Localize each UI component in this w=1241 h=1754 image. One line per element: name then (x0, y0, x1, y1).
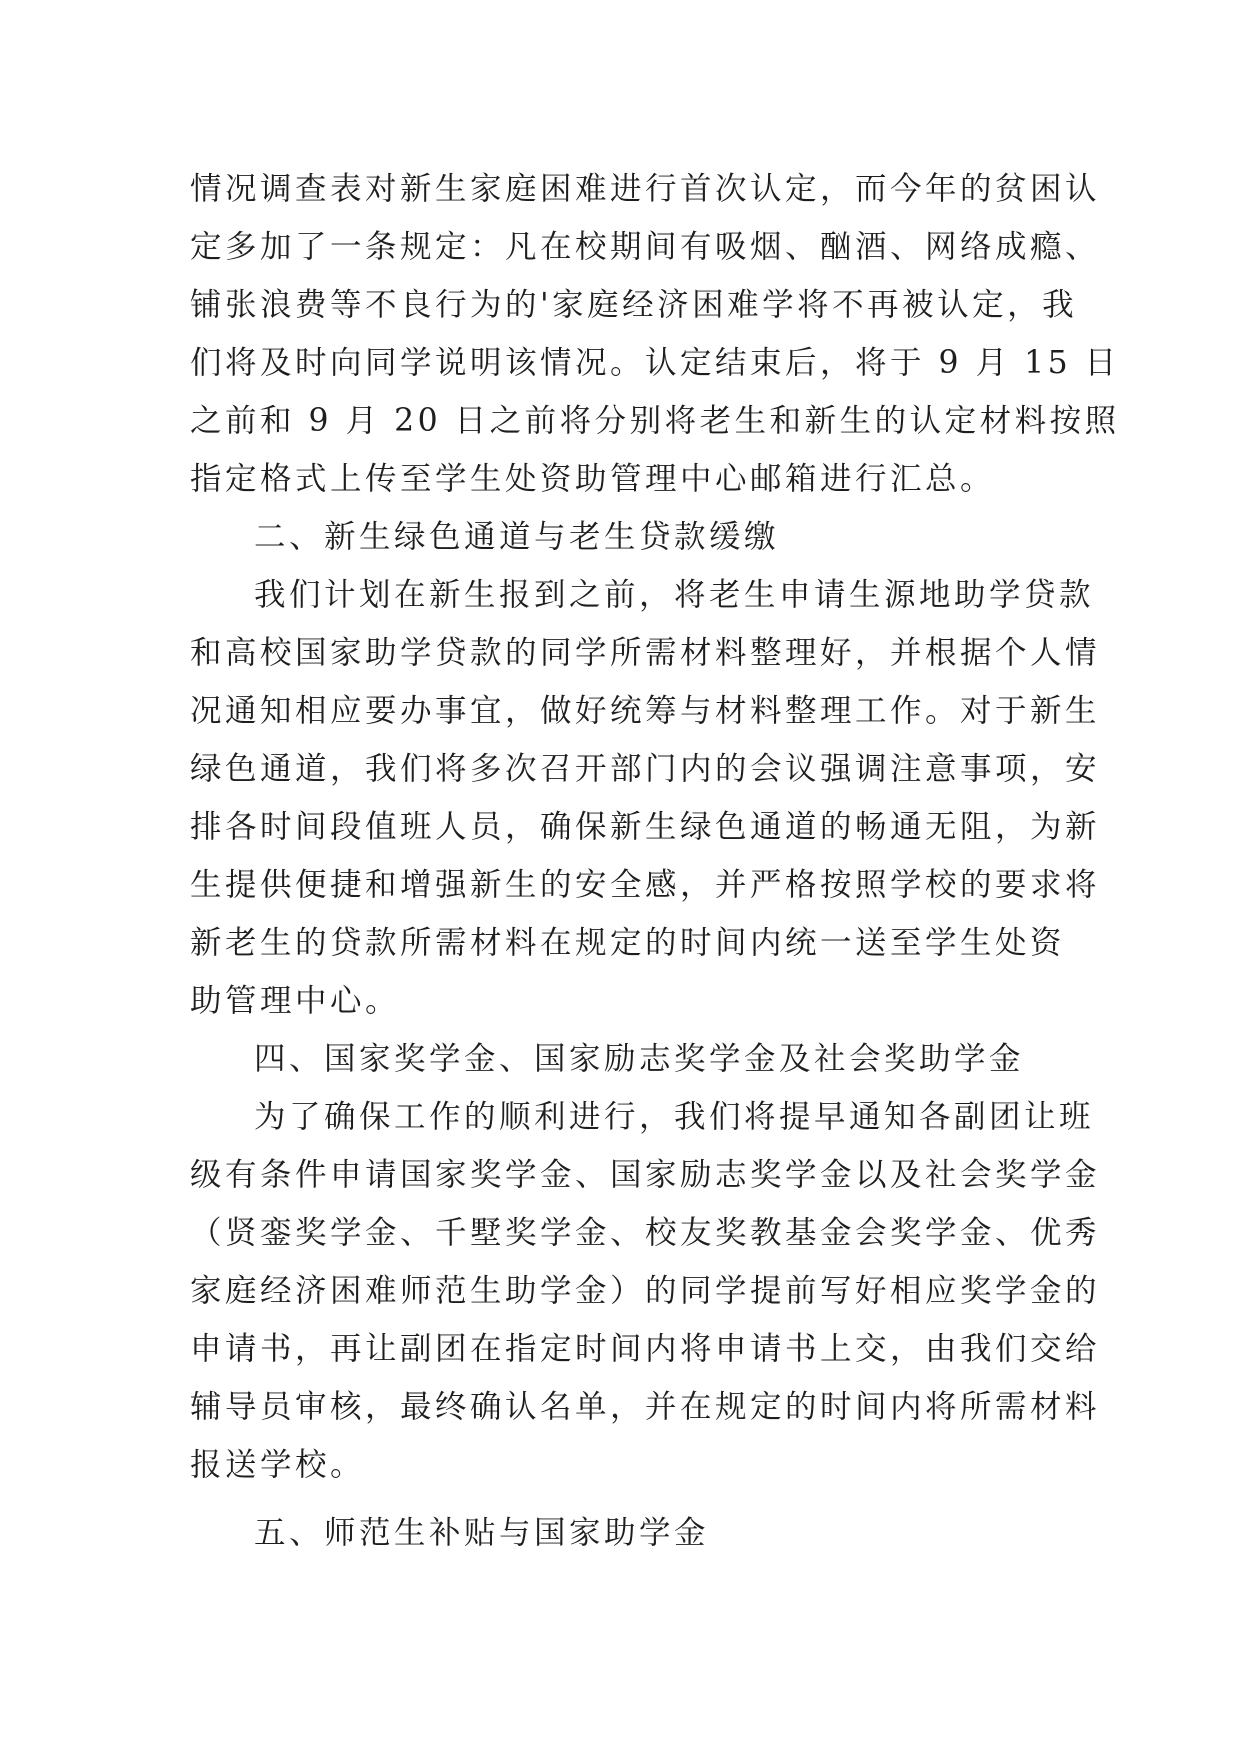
text-line: 排各时间段值班人员，确保新生绿色通道的畅通无阻，为新 (190, 809, 1101, 845)
text-line: 申请书，再让副团在指定时间内将申请书上交，由我们交给 (190, 1331, 1101, 1367)
section-heading: 二、新生绿色通道与老生贷款缓缴 (254, 519, 780, 555)
text-line: 家庭经济困难师范生助学金）的同学提前写好相应奖学金的 (190, 1273, 1101, 1309)
text-line: 铺张浪费等不良行为的'家庭经济困难学将不再被认定，我 (190, 287, 1078, 323)
text-line: 报送学校。 (190, 1447, 366, 1483)
text-line: 级有条件申请国家奖学金、国家励志奖学金以及社会奖学金 (190, 1157, 1101, 1193)
text-line: 之前和 9 月 20 日之前将分别将老生和新生的认定材料按照 (190, 403, 1120, 439)
text-line: 辅导员审核，最终确认名单，并在规定的时间内将所需材料 (190, 1389, 1101, 1425)
text-line: （贤銮奖学金、千墅奖学金、校友奖教基金会奖学金、优秀 (190, 1215, 1101, 1251)
section-heading: 五、师范生补贴与国家助学金 (254, 1515, 710, 1551)
text-line: 和高校国家助学贷款的同学所需材料整理好，并根据个人情 (190, 635, 1101, 671)
text-line: 绿色通道，我们将多次召开部门内的会议强调注意事项，安 (190, 751, 1101, 787)
text-line: 我们计划在新生报到之前，将老生申请生源地助学贷款 (254, 577, 1095, 613)
text-line: 为了确保工作的顺利进行，我们将提早通知各副团让班 (254, 1099, 1095, 1135)
text-line: 们将及时向同学说明该情况。认定结束后，将于 9 月 15 日 (190, 345, 1120, 381)
text-line: 指定格式上传至学生处资助管理中心邮箱进行汇总。 (190, 461, 996, 497)
text-line: 情况调查表对新生家庭困难进行首次认定，而今年的贫困认 (190, 171, 1101, 207)
section-heading: 四、国家奖学金、国家励志奖学金及社会奖助学金 (254, 1041, 1025, 1077)
text-line: 新老生的贷款所需材料在规定的时间内统一送至学生处资 (190, 925, 1066, 961)
paragraph-gap (190, 1494, 1070, 1504)
document-body (190, 160, 1120, 1562)
text-line: 助管理中心。 (190, 983, 401, 1019)
text-line: 生提供便捷和增强新生的安全感，并严格按照学校的要求将 (190, 867, 1101, 903)
text-line: 定多加了一条规定：凡在校期间有吸烟、酗酒、网络成瘾、 (190, 229, 1101, 265)
text-line: 况通知相应要办事宜，做好统筹与材料整理工作。对于新生 (190, 693, 1101, 729)
